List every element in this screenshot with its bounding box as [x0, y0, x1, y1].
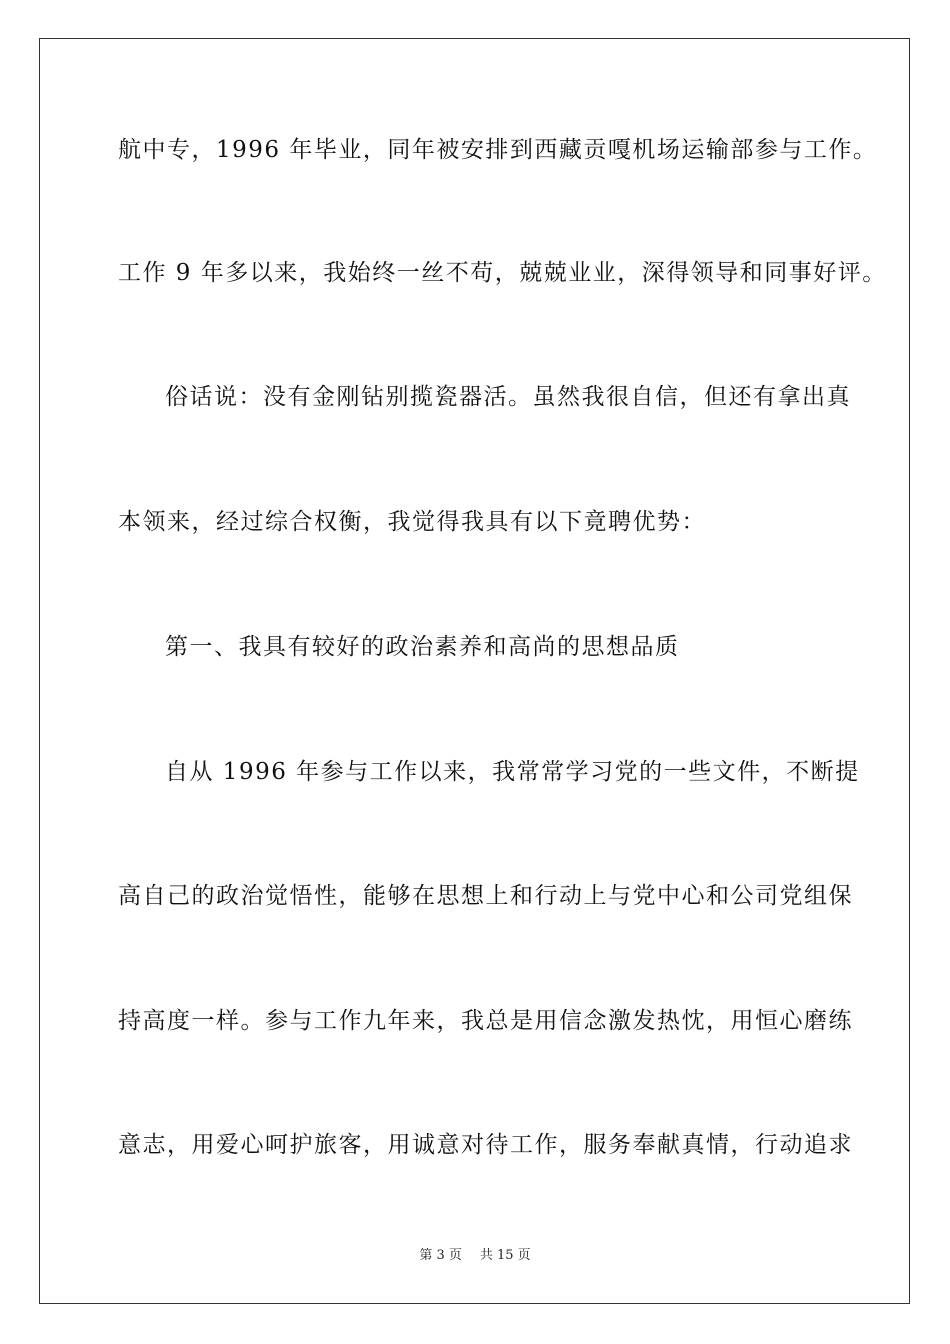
paragraph-line: 意志，用爱心呵护旅客，用诚意对待工作，服务奉献真情，行动追求 [118, 1132, 853, 1158]
paragraph-line: 俗话说：没有金刚钻别揽瓷器活。虽然我很自信，但还有拿出真 [165, 384, 851, 410]
page-footer [0, 1247, 950, 1265]
page-total: 共 15 页 [479, 1248, 531, 1263]
paragraph-line: 本领来，经过综合权衡，我觉得我具有以下竟聘优势： [118, 509, 706, 535]
paragraph-line: 航中专，1996 年毕业，同年被安排到西藏贡嘎机场运输部参与工作。 [118, 137, 878, 163]
paragraph-line: 自从 1996 年参与工作以来，我常常学习党的一些文件，不断提 [165, 759, 860, 785]
section-heading: 第一、我具有较好的政治素养和高尚的思想品质 [165, 634, 680, 660]
paragraph-line: 高自己的政治觉悟性，能够在思想上和行动上与党中心和公司党组保 [118, 883, 853, 909]
paragraph-line: 持高度一样。参与工作九年来，我总是用信念激发热忱，用恒心磨练 [118, 1008, 853, 1034]
paragraph-line: 工作 9 年多以来，我始终一丝不苟，兢兢业业，深得领导和同事好评。 [118, 260, 887, 286]
page-number: 第 3 页 [419, 1248, 462, 1263]
